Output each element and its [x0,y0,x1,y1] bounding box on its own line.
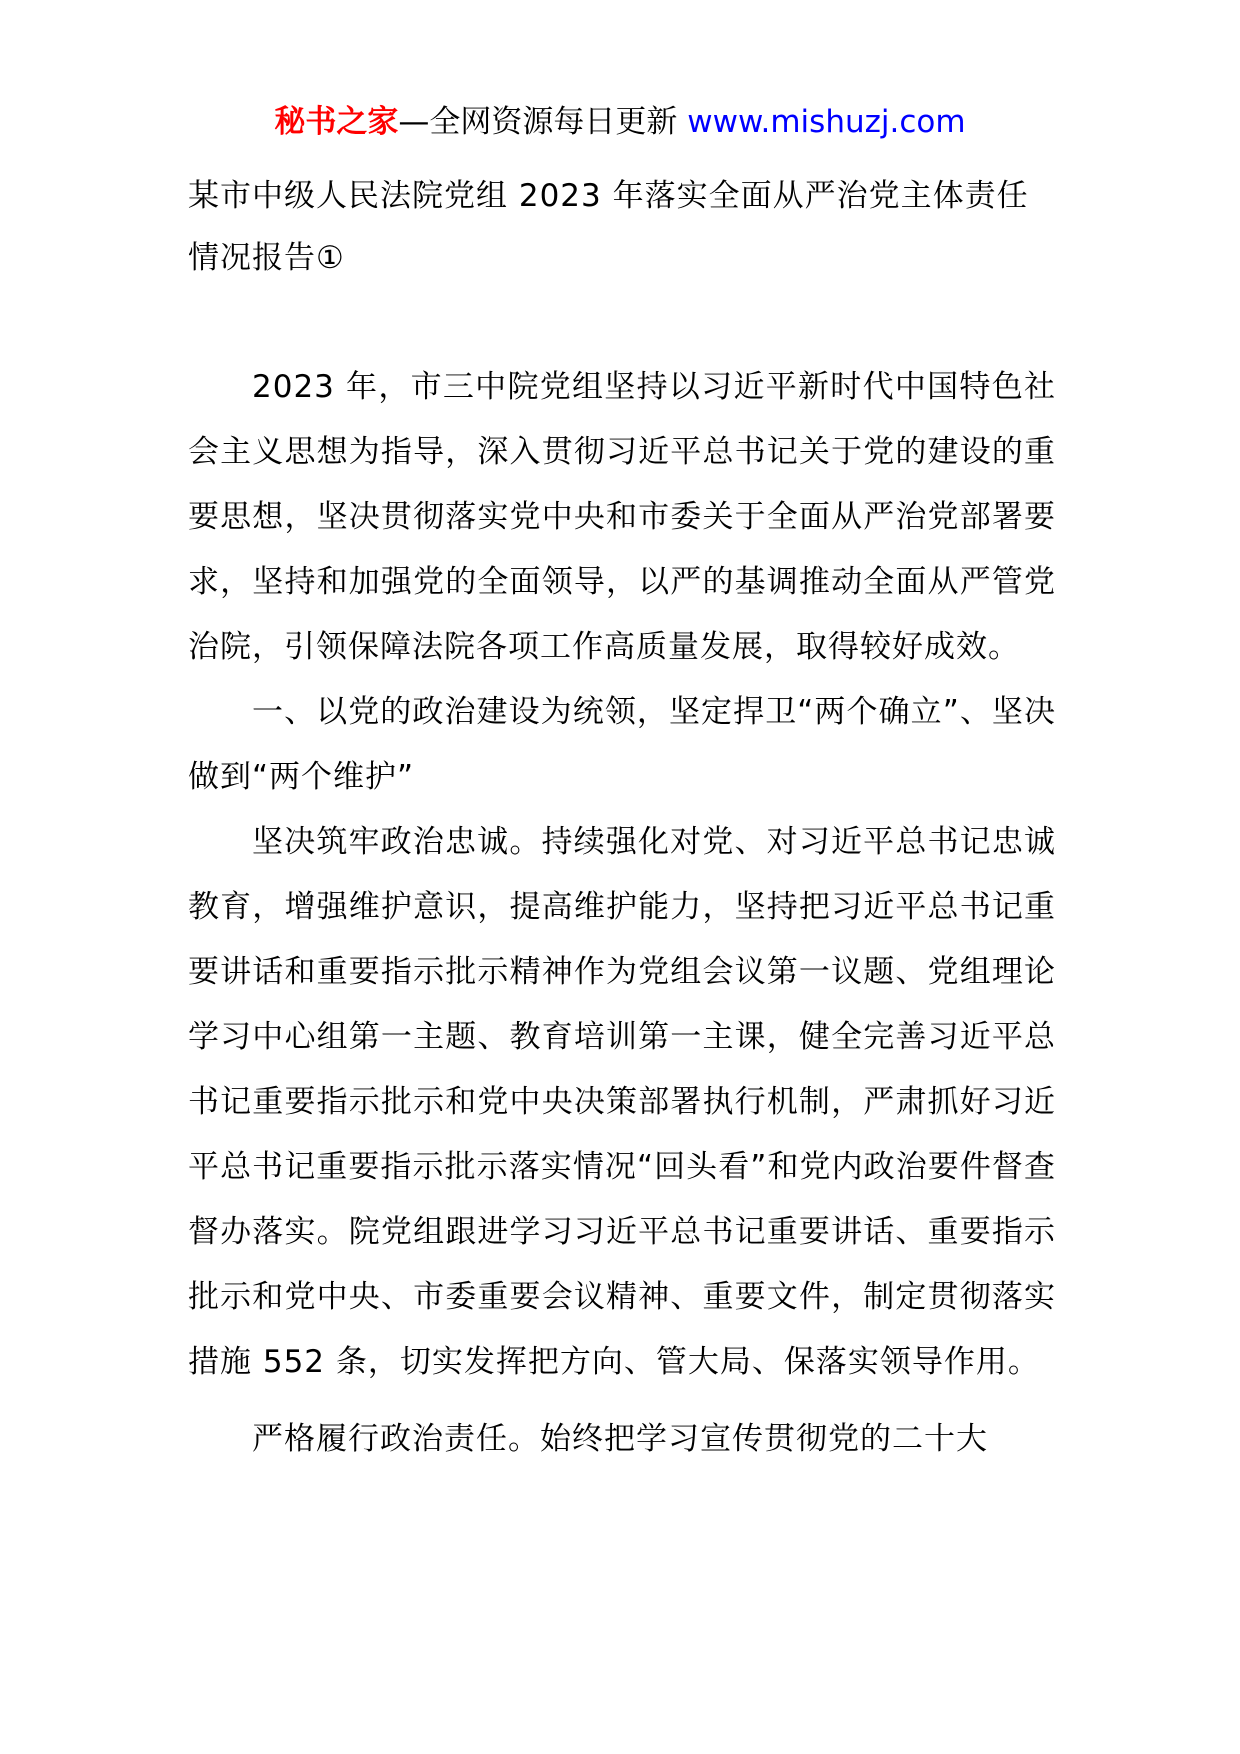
body-paragraph: 坚决筑牢政治忠诚。持续强化对党、对习近平总书记忠诚教育，增强维护意识，提高维护能力，坚持把习近平总书记重要讲话和重要指示批示精神作为党组会议第一议题、党组理论学习中心组第一主题、教育培训第一主课，健全完善习近平总书记重要指示批示和党中央决策部署执行机制，严肃抓好习近平总书记重要指示批示落实情况“回头看”和党内政治要件督查督办落实。院党组跟进学习习近平总书记重要讲话、重要指示批示和党中央、市委重要会议精神、重要文件，制定贯彻落实措施 552 条，切实发挥把方向、管大局、保落实领导作用。 [188,824,1056,1380]
section-heading: 一、以党的政治建设为统领，坚定捍卫“两个确立”、坚决做到“两个维护” [188,694,1056,795]
watermark-header [0,100,1240,144]
document-title: 某市中级人民法院党组 2023 年落实全面从严治党主体责任情况报告① [188,178,1029,276]
brand-name: 秘书之家 [274,104,399,140]
body-paragraph: 严格履行政治责任。始终把学习宣传贯彻党的二十大 [252,1421,988,1457]
site-url-link[interactable]: www.mishuzj.com [687,104,966,140]
document-body [188,355,1056,1472]
intro-paragraph: 2023 年，市三中院党组坚持以习近平新时代中国特色社会主义思想为指导，深入贯彻习近平总书记关于党的建设的重要思想，坚决贯彻落实党中央和市委关于全面从严治党部署要求，坚持和加强党的全面领导，以严的基调推动全面从严管党治院，引领保障法院各项工作高质量发展，取得较好成效。 [188,369,1056,665]
header-tagline: —全网资源每日更新 [398,104,678,140]
